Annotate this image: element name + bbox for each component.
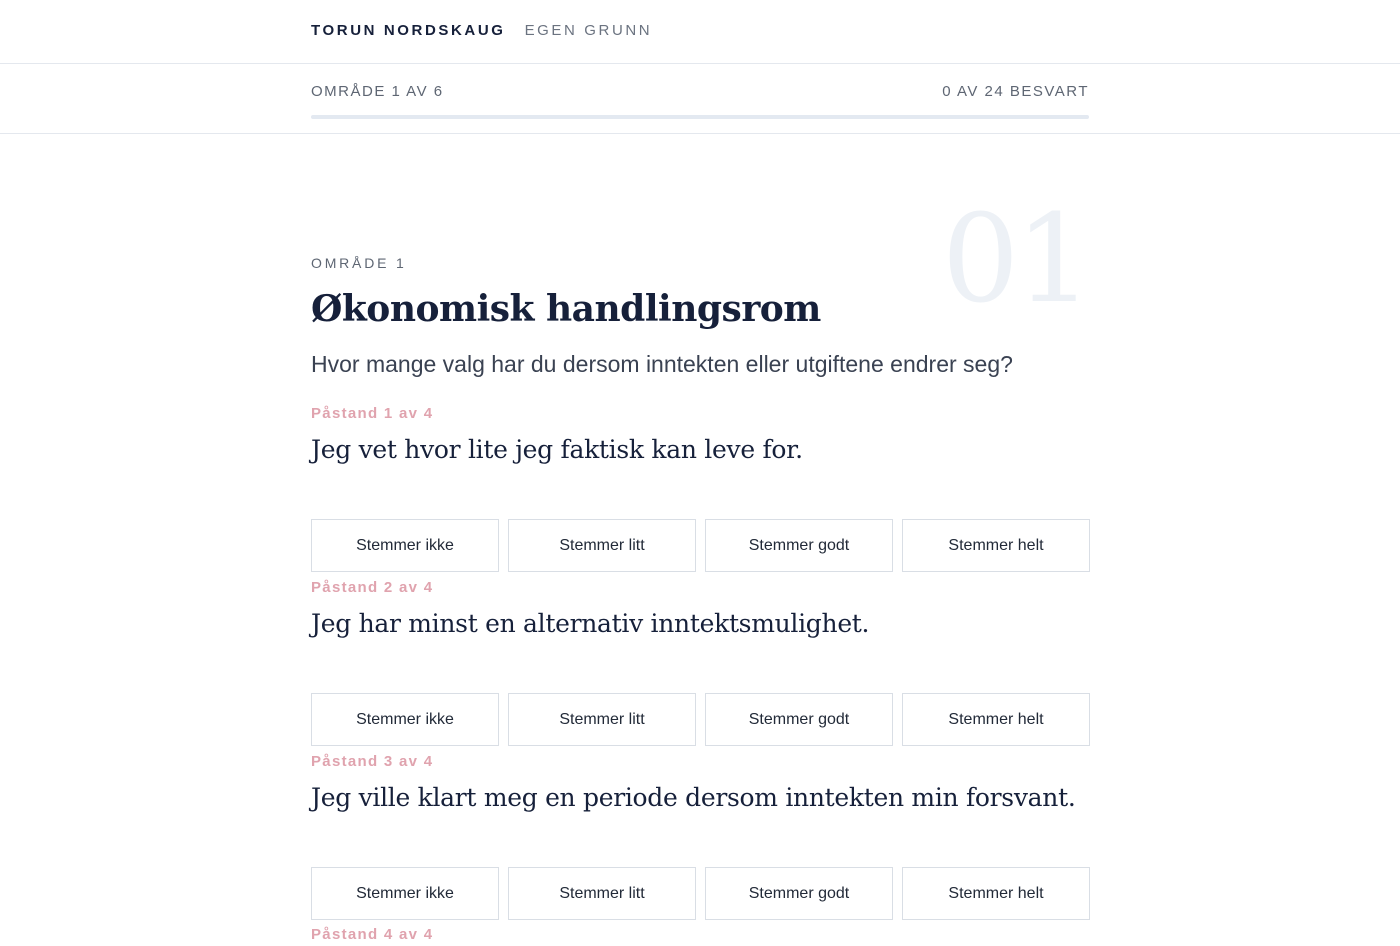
statement-text: Jeg ville klart meg en periode dersom inntekten min forsvant.	[311, 783, 1076, 812]
answer-stemmer-litt-button[interactable]: Stemmer litt	[508, 693, 696, 746]
answer-stemmer-helt-button[interactable]: Stemmer helt	[902, 519, 1090, 572]
answer-stemmer-litt-button[interactable]: Stemmer litt	[508, 519, 696, 572]
answer-stemmer-helt-button[interactable]: Stemmer helt	[902, 693, 1090, 746]
progress-section	[0, 64, 1400, 134]
area-number-watermark: 01	[941, 188, 1089, 330]
area-title: Økonomisk handlingsrom	[311, 288, 821, 330]
statement-counter: Påstand 4 av 4	[311, 926, 434, 943]
top-bar	[0, 0, 1400, 64]
statement-2	[311, 579, 1089, 728]
answer-stemmer-litt-button[interactable]: Stemmer litt	[508, 867, 696, 920]
brand[interactable]	[311, 22, 652, 39]
answer-stemmer-ikke-button[interactable]: Stemmer ikke	[311, 693, 499, 746]
statement-text: Jeg vet hvor lite jeg faktisk kan leve for.	[311, 435, 803, 464]
statement-text: Jeg har minst en alternativ inntektsmulighet.	[311, 609, 870, 638]
answered-progress-text: 0 AV 24 BESVART	[942, 83, 1089, 100]
statement-4	[311, 926, 1089, 946]
answer-options	[311, 867, 1090, 920]
answer-stemmer-godt-button[interactable]: Stemmer godt	[705, 519, 893, 572]
answer-options	[311, 519, 1090, 572]
statement-counter: Påstand 1 av 4	[311, 405, 434, 422]
answer-stemmer-helt-button[interactable]: Stemmer helt	[902, 867, 1090, 920]
statement-counter: Påstand 3 av 4	[311, 753, 434, 770]
area-progress-text: OMRÅDE 1 AV 6	[311, 83, 444, 100]
statement-counter: Påstand 2 av 4	[311, 579, 434, 596]
brand-name: TORUN NORDSKAUG	[311, 22, 506, 39]
area-question: Hvor mange valg har du dersom inntekten eller utgiftene endrer seg?	[311, 351, 1013, 377]
brand-subtitle: EGEN GRUNN	[524, 22, 653, 39]
statement-3	[311, 753, 1089, 902]
answer-stemmer-godt-button[interactable]: Stemmer godt	[705, 867, 893, 920]
answer-options	[311, 693, 1090, 746]
area-label: OMRÅDE 1	[311, 255, 407, 271]
progress-bar	[311, 115, 1089, 119]
answer-stemmer-ikke-button[interactable]: Stemmer ikke	[311, 867, 499, 920]
answer-stemmer-ikke-button[interactable]: Stemmer ikke	[311, 519, 499, 572]
answer-stemmer-godt-button[interactable]: Stemmer godt	[705, 693, 893, 746]
statement-1	[311, 405, 1089, 554]
